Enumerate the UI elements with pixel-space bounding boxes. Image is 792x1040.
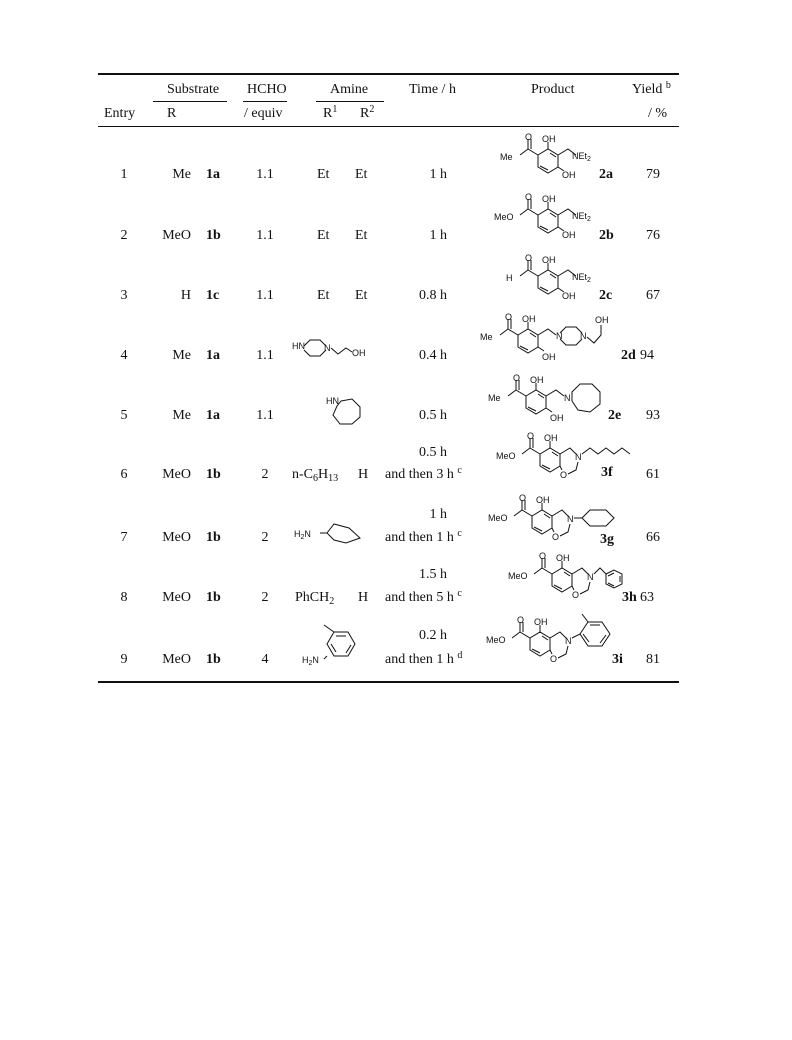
row8-time-line1: 1.5 h [419, 567, 447, 582]
p2c-oh-top: OH [542, 255, 556, 265]
p3g-oh-label: OH [536, 495, 550, 505]
p3h-n-label: N [587, 572, 594, 582]
amine4-n-label: N [324, 343, 331, 353]
row8-entry: 8 [120, 590, 128, 605]
row7-r: MeO [162, 530, 191, 545]
row9-time2: and then 1 h [385, 652, 454, 667]
row7-yield: 66 [646, 530, 660, 545]
row9-time-line2 [385, 652, 462, 668]
row5-substrate: 1a [206, 408, 220, 423]
product-3i-structure [486, 610, 626, 668]
row1-yield: 79 [646, 167, 660, 182]
header-r1-label: R [323, 106, 333, 121]
header-time: Time / h [409, 82, 456, 97]
p3h-o-label: O [539, 551, 547, 561]
row9-r: MeO [162, 652, 191, 667]
amine4-hn-label: HN [292, 341, 305, 351]
p2c-h-label: H [506, 273, 513, 283]
amine-azepane-structure [325, 393, 365, 429]
row6-r1-b: H [318, 467, 329, 482]
row6-time-note: c [457, 465, 462, 476]
row8-time-line2 [385, 590, 462, 606]
p2d-me-label: Me [480, 332, 493, 342]
p2a-oh-bottom: OH [562, 170, 576, 180]
row6-r1 [292, 467, 338, 483]
p3f-n-label: N [575, 452, 582, 462]
row5-entry: 5 [120, 408, 128, 423]
bottom-rule [98, 681, 679, 683]
p3i-o-label: O [517, 615, 525, 625]
row1-r: Me [172, 167, 191, 182]
row7-time-line2 [385, 530, 462, 546]
p2e-o-label: O [513, 373, 521, 383]
header-rule [98, 126, 679, 127]
p3g-o-label: O [519, 493, 527, 503]
row5-hcho: 1.1 [256, 408, 274, 423]
row1-r2: Et [355, 167, 368, 182]
row3-entry: 3 [120, 288, 128, 303]
row4-yield: 94 [640, 348, 654, 363]
product-3g-structure [488, 494, 638, 546]
header-r: R [167, 106, 177, 121]
p3h-o-ring-label: O [572, 590, 580, 600]
amine4-oh-label: OH [352, 348, 366, 358]
header-r1-sup: 1 [332, 104, 338, 115]
row7-substrate: 1b [206, 530, 221, 545]
p3i-meo-label: MeO [486, 635, 506, 645]
header-yield-label: Yield [632, 82, 663, 97]
p2d-oh-top: OH [522, 314, 536, 324]
p2b-o-label: O [525, 192, 533, 202]
amine-piperazine-ethanol-structure [290, 332, 370, 364]
row6-entry: 6 [120, 467, 128, 482]
top-rule [98, 73, 679, 75]
p2b-oh-top: OH [542, 194, 556, 204]
p2c-o-label: O [525, 253, 533, 263]
row9-product: 3i [612, 652, 623, 667]
amine7-h2n-label: $H_2N$ [294, 529, 311, 541]
row8-r2: H [358, 590, 369, 605]
row8-hcho: 2 [261, 590, 269, 605]
row6-substrate: 1b [206, 467, 221, 482]
row8-time2: and then 5 h [385, 590, 454, 605]
row2-hcho: 1.1 [256, 228, 274, 243]
row8-substrate: 1b [206, 590, 221, 605]
p2d-n2-label: N [580, 331, 587, 341]
row8-product: 3h [622, 590, 637, 605]
header-r2 [360, 106, 374, 122]
row6-yield: 61 [646, 467, 660, 482]
product-2d-structure [480, 313, 620, 365]
substrate-subrule [153, 101, 227, 102]
amine5-hn-label: HN [326, 396, 339, 406]
row9-time-note: d [457, 650, 463, 661]
product-2c-structure [500, 254, 596, 304]
row2-product: 2b [599, 228, 614, 243]
p2c-oh-bottom: OH [562, 291, 576, 301]
row4-r: Me [172, 348, 191, 363]
header-yield-note: b [665, 80, 671, 91]
row4-substrate: 1a [206, 348, 220, 363]
p2b-oh-bottom: OH [562, 230, 576, 240]
row3-r1: Et [317, 288, 330, 303]
p2a-oh-top: OH [542, 134, 556, 144]
row4-entry: 4 [120, 348, 128, 363]
row7-product: 3g [600, 532, 614, 547]
header-amine: Amine [330, 82, 369, 97]
row2-yield: 76 [646, 228, 660, 243]
row9-time-line1: 0.2 h [419, 628, 447, 643]
row3-r2: Et [355, 288, 368, 303]
row8-r1-a: PhCH [295, 590, 330, 605]
amine-subrule [316, 101, 384, 102]
p2d-o-label: O [505, 312, 513, 322]
row8-r: MeO [162, 590, 191, 605]
product-3f-structure [496, 432, 636, 482]
p3i-oh-label: OH [534, 617, 548, 627]
product-2a-structure [498, 133, 598, 183]
amine-o-toluidine-structure [300, 622, 360, 667]
row4-time: 0.4 h [419, 348, 447, 363]
row6-time-line1: 0.5 h [419, 445, 447, 460]
row3-yield: 67 [646, 288, 660, 303]
p3h-meo-label: MeO [508, 571, 528, 581]
row7-time2: and then 1 h [385, 530, 454, 545]
row2-r2: Et [355, 228, 368, 243]
header-product: Product [531, 82, 575, 97]
row1-product: 2a [599, 167, 613, 182]
row2-substrate: 1b [206, 228, 221, 243]
header-yield [632, 82, 671, 98]
p2b-net2-label: NEt$_2$ [572, 211, 591, 223]
row6-r1-a: n-C [292, 467, 313, 482]
row6-time-line2 [385, 467, 462, 483]
row6-r2: H [358, 467, 369, 482]
row6-product: 3f [601, 465, 613, 480]
row6-r1-sub2: 13 [328, 473, 339, 484]
row2-time: 1 h [429, 228, 447, 243]
row4-hcho: 1.1 [256, 348, 274, 363]
row3-r: H [180, 288, 191, 303]
row9-substrate: 1b [206, 652, 221, 667]
p2e-oh-bottom: OH [550, 413, 564, 423]
p3f-oh-label: OH [544, 433, 558, 443]
row5-r: Me [172, 408, 191, 423]
p3g-o-ring-label: O [552, 532, 560, 542]
p3h-oh-label: OH [556, 553, 570, 563]
p2c-net2-label: NEt$_2$ [572, 272, 591, 284]
row5-time: 0.5 h [419, 408, 447, 423]
row8-yield: 63 [640, 590, 654, 605]
row3-time: 0.8 h [419, 288, 447, 303]
row2-r: MeO [162, 228, 191, 243]
header-equiv: / equiv [244, 106, 283, 121]
product-2e-structure [488, 374, 610, 426]
row2-entry: 2 [120, 228, 128, 243]
row1-r1: Et [317, 167, 330, 182]
p3g-meo-label: MeO [488, 513, 508, 523]
p2a-net2-label: NEt$_2$ [572, 151, 591, 163]
row4-product: 2d [621, 348, 636, 363]
header-hcho: HCHO [247, 82, 287, 97]
amine9-h2n-label: $H_2N$ [302, 655, 319, 667]
amine-cyclohexylamine-structure [294, 520, 364, 548]
p2a-o-label: O [525, 132, 533, 142]
row9-yield: 81 [646, 652, 660, 667]
p2e-me-label: Me [488, 393, 501, 403]
p2b-meo-label: MeO [494, 212, 514, 222]
row6-r1-sub: 6 [313, 473, 318, 484]
p2d-n1-label: N [556, 331, 563, 341]
row2-r1: Et [317, 228, 330, 243]
p3i-n-label: N [565, 636, 572, 646]
p2e-oh-top: OH [530, 375, 544, 385]
row6-r: MeO [162, 467, 191, 482]
row9-entry: 9 [120, 652, 128, 667]
header-percent: / % [648, 106, 668, 121]
header-r2-sup: 2 [369, 104, 375, 115]
row1-substrate: 1a [206, 167, 220, 182]
row6-time2: and then 3 h [385, 467, 454, 482]
hcho-subrule [243, 101, 287, 102]
p2d-oh-chain: OH [595, 315, 609, 325]
header-r2-label: R [360, 106, 370, 121]
header-entry: Entry [104, 106, 136, 121]
p2a-me-label: Me [500, 152, 513, 162]
p2e-n-label: N [564, 393, 571, 403]
p3f-o-ring-label: O [560, 470, 568, 480]
row1-time: 1 h [429, 167, 447, 182]
row7-hcho: 2 [261, 530, 269, 545]
header-substrate: Substrate [167, 82, 220, 97]
row9-hcho: 4 [261, 652, 269, 667]
row8-r1-sub: 2 [329, 596, 335, 607]
p3f-meo-label: MeO [496, 451, 516, 461]
p3f-o-label: O [527, 431, 535, 441]
row3-product: 2c [599, 288, 613, 303]
row7-entry: 7 [120, 530, 128, 545]
row5-yield: 93 [646, 408, 660, 423]
p3g-n-label: N [567, 514, 574, 524]
p2d-oh-bottom: OH [542, 352, 556, 362]
row6-hcho: 2 [261, 467, 269, 482]
row1-hcho: 1.1 [256, 167, 274, 182]
row1-entry: 1 [120, 167, 128, 182]
row8-r1 [295, 590, 334, 606]
row7-time-line1: 1 h [429, 507, 447, 522]
row7-time-note: c [457, 528, 462, 539]
row5-product: 2e [608, 408, 622, 423]
row8-time-note: c [457, 588, 462, 599]
row3-hcho: 1.1 [256, 288, 274, 303]
product-3h-structure [508, 552, 628, 606]
product-2b-structure [494, 193, 596, 243]
p3i-o-ring-label: O [550, 654, 558, 664]
header-r1 [323, 106, 337, 122]
row3-substrate: 1c [206, 288, 220, 303]
